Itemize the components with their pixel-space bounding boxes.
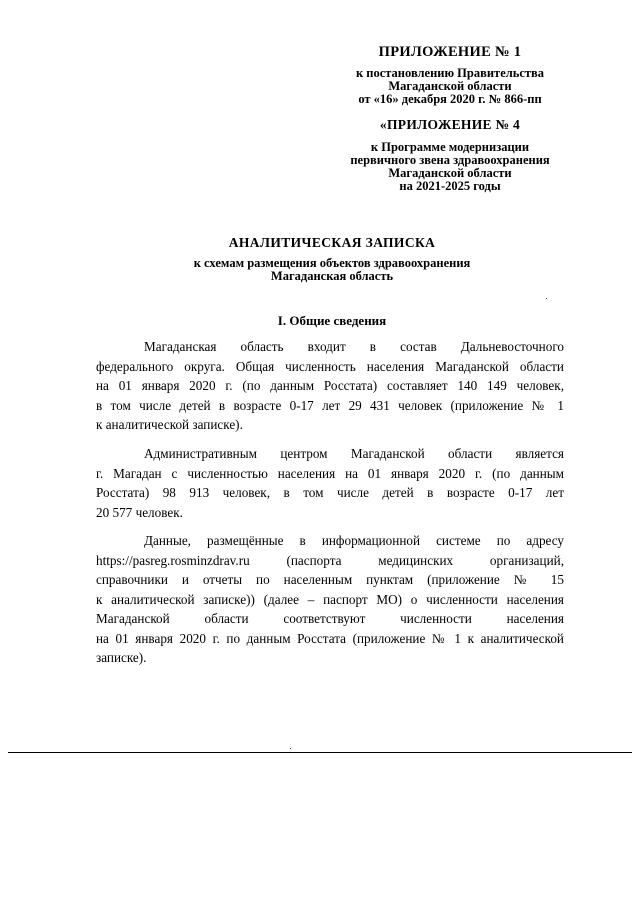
appendix-resolution-block bbox=[300, 67, 600, 106]
section-title: I. Общие сведения bbox=[277, 313, 387, 328]
text-line: г. Магадан с численностью населения на 01 января 2020 г. (по данным bbox=[96, 465, 564, 481]
text-line: записке). bbox=[96, 650, 147, 665]
appendix-line: Магаданской области bbox=[388, 79, 512, 93]
text-line: Магаданской области соответствуют численности населения bbox=[96, 611, 564, 626]
text-line: https://pasreg.rosminzdrav.ru (паспорта медицинских организаций, bbox=[96, 552, 564, 568]
appendix-line: на 2021-2025 годы bbox=[399, 179, 501, 193]
text-line: к аналитической записке). bbox=[96, 417, 243, 432]
appendix-program-block bbox=[300, 141, 600, 193]
paragraph-3 bbox=[96, 531, 564, 668]
text-line: Административным центром Магаданской области является bbox=[144, 446, 564, 461]
text-line: 20 577 человек. bbox=[96, 504, 183, 520]
text-line: к аналитической записке)) (далее – паспорт МО) о численности населения bbox=[96, 591, 564, 607]
scan-speck bbox=[546, 298, 547, 299]
document-title: АНАЛИТИЧЕСКАЯ ЗАПИСКА bbox=[228, 235, 436, 250]
appendix-line: к постановлению Правительства bbox=[355, 66, 545, 80]
appendix-line: Магаданской области bbox=[388, 166, 512, 180]
text-line: Данные, размещённые в информационной системе по адресу bbox=[144, 533, 564, 548]
appendix-title-2: «ПРИЛОЖЕНИЕ № 4 bbox=[379, 117, 521, 132]
appendix-title: ПРИЛОЖЕНИЕ № 1 bbox=[378, 44, 522, 60]
subtitle-line: к схемам размещения объектов здравоохранения bbox=[193, 256, 471, 270]
appendix-line: к Программе модернизации bbox=[370, 140, 530, 154]
text-line: на 01 января 2020 г. (по данным Росстата) составляет 140 149 человек, bbox=[96, 378, 564, 393]
text-line: федерального округа. Общая численность населения Магаданской области bbox=[96, 358, 564, 374]
text-line: в том числе детей в возрасте 0-17 лет 29 431 человек (приложение № 1 bbox=[96, 397, 564, 413]
scan-speck bbox=[290, 748, 291, 749]
appendix-line: от «16» декабря 2020 г. № 866-пп bbox=[358, 92, 542, 106]
paragraph-1 bbox=[96, 337, 564, 435]
subtitle-line: Магаданская область bbox=[270, 269, 394, 283]
paragraph-2 bbox=[96, 444, 564, 522]
text-line: справочники и отчеты по населенным пунктам (приложение № 15 bbox=[96, 572, 564, 587]
document-subtitle bbox=[100, 257, 564, 283]
text-line: на 01 января 2020 г. по данным Росстата (приложение № 1 к аналитической bbox=[96, 630, 564, 646]
page-bottom-rule bbox=[8, 752, 632, 753]
text-line: Магаданская область входит в состав Дальневосточного bbox=[144, 339, 564, 354]
text-line: Росстата) 98 913 человек, в том числе детей в возрасте 0-17 лет bbox=[96, 485, 564, 500]
appendix-line: первичного звена здравоохранения bbox=[350, 153, 550, 167]
